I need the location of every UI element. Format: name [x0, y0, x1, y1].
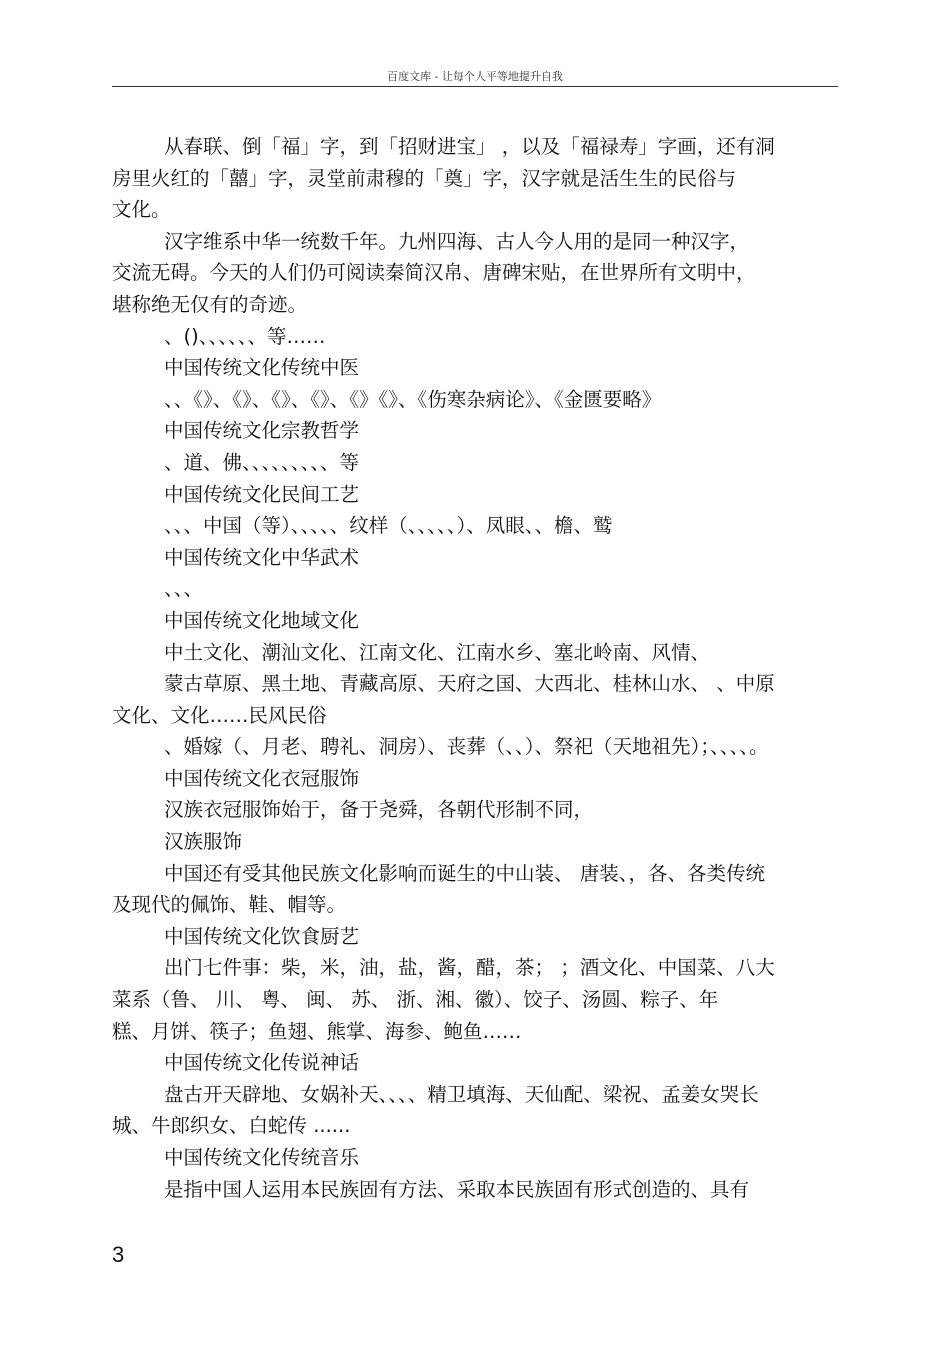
- text-line: 、婚嫁（、月老、聘礼、洞房）、丧葬（、、）、祭祀（天地祖先）；、、、、。: [164, 735, 769, 759]
- page-number: 3: [112, 1242, 125, 1267]
- text-line: 中土文化、潮汕文化、江南文化、江南水乡、塞北岭南、风情、: [164, 640, 711, 664]
- text-line: 中国传统文化衣冠服饰: [164, 766, 360, 790]
- text-line: 房里火红的「囍」字，灵堂前肃穆的「奠」字，汉字就是活生生的民俗与: [112, 166, 737, 190]
- text-line: 城、牛郎织女、白蛇传 ......: [112, 1114, 351, 1138]
- text-line: 中国传统文化传统音乐: [164, 1146, 360, 1169]
- text-line: 蒙古草原、黑土地、青藏高原、天府之国、大西北、桂林山水、 、中原: [164, 672, 775, 696]
- text-line: 汉族衣冠服饰始于，备于尧舜，各朝代形制不同，: [164, 798, 594, 822]
- text-line: 中国还有受其他民族文化影响而诞生的中山装、 唐装、，各、各类传统: [164, 861, 765, 885]
- text-line: 中国传统文化民间工艺: [164, 482, 360, 506]
- text-line: 文化。: [112, 198, 171, 222]
- text-line: 从春联、倒「福」字，到「招财进宝」 ，以及「福禄寿」字画，还有洞: [164, 135, 775, 158]
- text-line: 中国传统文化传说神话: [164, 1051, 360, 1075]
- text-line: 交流无碍。今天的人们仍可阅读秦简汉帛、唐碑宋贴，在世界所有文明中，: [112, 261, 756, 285]
- text-line: 、、、中国（等）、、、、、纹样（、、、、、）、凤眼、、檐、鹫: [164, 514, 613, 538]
- text-line: 汉字维系中华一统数千年。九州四海、古人今人用的是同一种汉字，: [164, 229, 750, 253]
- text-line: 中国传统文化宗教哲学: [164, 419, 360, 443]
- text-line: 糕、月饼、筷子；鱼翅、熊掌、海参、鲍鱼……: [112, 1019, 522, 1043]
- text-line: 中国传统文化地域文化: [164, 608, 360, 632]
- text-line: 中国传统文化中华武术: [164, 545, 360, 569]
- text-line: 、道、佛、、、、、、、、、等: [164, 450, 360, 474]
- text-line: 菜系（鲁、 川、 粤、 闽、 苏、 浙、湘、徽）、饺子、汤圆、粽子、年: [112, 988, 719, 1012]
- text-line: 、、、: [164, 577, 204, 601]
- header-divider: [112, 86, 838, 87]
- text-line: 文化、文化……民风民俗: [112, 703, 327, 727]
- text-line: 、、《》、《》、《》、《》、《》《》、《伤寒杂病论》、《金匮要略》: [164, 387, 662, 411]
- text-line: 盘古开天辟地、女娲补天、、、、精卫填海、天仙配、梁祝、孟姜女哭长: [164, 1082, 759, 1106]
- text-line: 堪称绝无仅有的奇迹。: [112, 292, 308, 316]
- text-line: 中国传统文化传统中医: [164, 356, 360, 380]
- page-header: 百度文库 - 让每个人平等地提升自我: [387, 70, 563, 83]
- text-line: 汉族服饰: [164, 830, 243, 854]
- text-line: 、()、、、、、、等……: [164, 324, 326, 348]
- text-line: 是指中国人运用本民族固有方法、采取本民族固有形式创造的、具有: [164, 1177, 750, 1201]
- text-line: 及现代的佩饰、鞋、帽等。: [112, 893, 347, 917]
- text-line: 中国传统文化饮食厨艺: [164, 924, 360, 948]
- text-line: 出门七件事：柴，米，油，盐，酱，醋，茶； ；酒文化、中国菜、八大: [164, 956, 775, 980]
- document-body: [112, 131, 838, 1205]
